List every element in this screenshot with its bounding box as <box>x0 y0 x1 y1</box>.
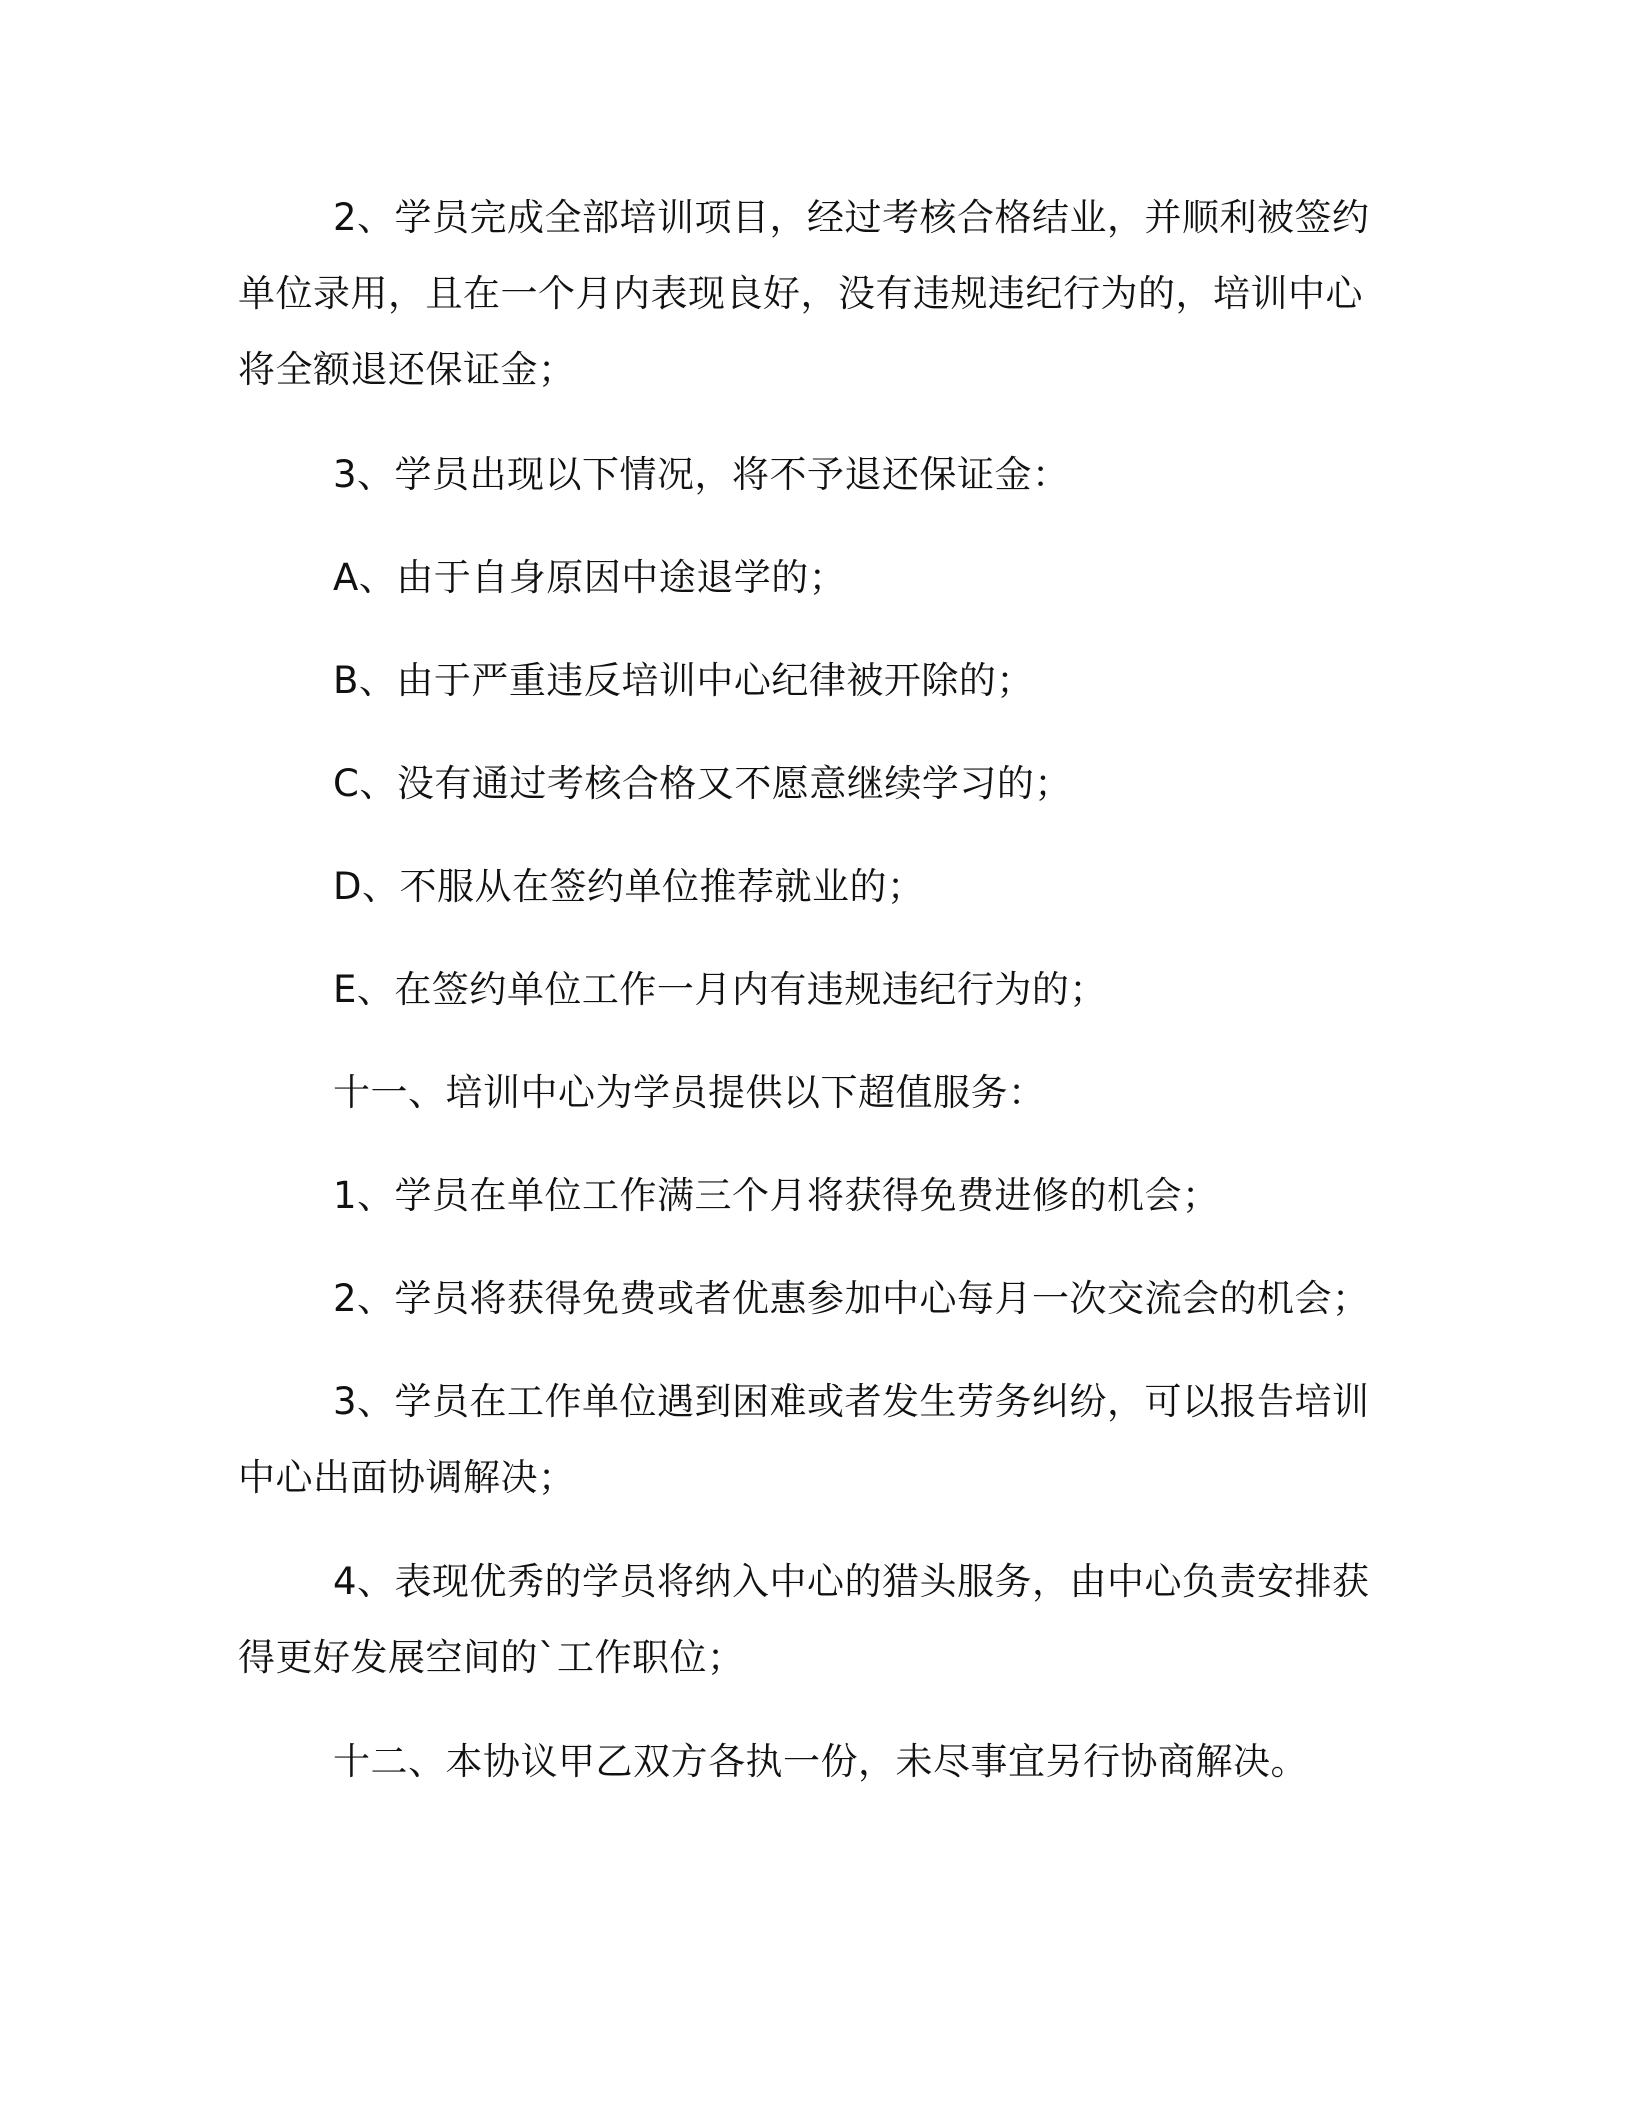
text-line: C、没有通过考核合格又不愿意继续学习的； <box>333 762 1072 805</box>
paragraph-no-refund-heading <box>238 437 1368 513</box>
text-line: 2、学员将获得免费或者优惠参加中心每月一次交流会的机会； <box>333 1277 1370 1320</box>
paragraph-service-1 <box>238 1158 1368 1234</box>
text-line: E、在签约单位工作一月内有违规违纪行为的； <box>333 968 1107 1011</box>
paragraph-item-a <box>238 540 1368 616</box>
paragraph-section-twelve <box>238 1724 1368 1800</box>
text-line: 将全额退还保证金； <box>238 348 576 391</box>
text-line: 3、学员出现以下情况，将不予退还保证金： <box>333 453 1070 496</box>
text-line: 得更好发展空间的`工作职位； <box>238 1636 745 1679</box>
text-line: 中心出面协调解决； <box>238 1456 576 1499</box>
paragraph-section-eleven <box>238 1055 1368 1131</box>
paragraph-item-b <box>238 643 1368 719</box>
text-line: D、不服从在签约单位推荐就业的； <box>333 865 925 908</box>
text-line: 十一、培训中心为学员提供以下超值服务： <box>333 1071 1046 1114</box>
text-line: 单位录用，且在一个月内表现良好，没有违规违纪行为的，培训中心 <box>238 272 1363 315</box>
paragraph-item-d <box>238 849 1368 925</box>
text-line: 4、表现优秀的学员将纳入中心的猎头服务，由中心负责安排获 <box>333 1560 1370 1603</box>
paragraph-service-2 <box>238 1261 1368 1337</box>
text-line: 十二、本协议甲乙双方各执一份，未尽事宜另行协商解决。 <box>333 1740 1308 1783</box>
text-line: 2、学员完成全部培训项目，经过考核合格结业，并顺利被签约 <box>333 196 1370 239</box>
paragraph-item-e <box>238 952 1368 1028</box>
paragraph-item-c <box>238 746 1368 822</box>
text-line: 3、学员在工作单位遇到困难或者发生劳务纠纷，可以报告培训 <box>333 1380 1370 1423</box>
text-line: A、由于自身原因中途退学的； <box>333 556 847 599</box>
paragraph-service-4 <box>238 1544 1368 1696</box>
paragraph-service-3 <box>238 1364 1368 1516</box>
paragraph-deposit-refund <box>238 180 1368 408</box>
text-line: 1、学员在单位工作满三个月将获得免费进修的机会； <box>333 1174 1220 1217</box>
text-line: B、由于严重违反培训中心纪律被开除的； <box>333 659 1034 702</box>
